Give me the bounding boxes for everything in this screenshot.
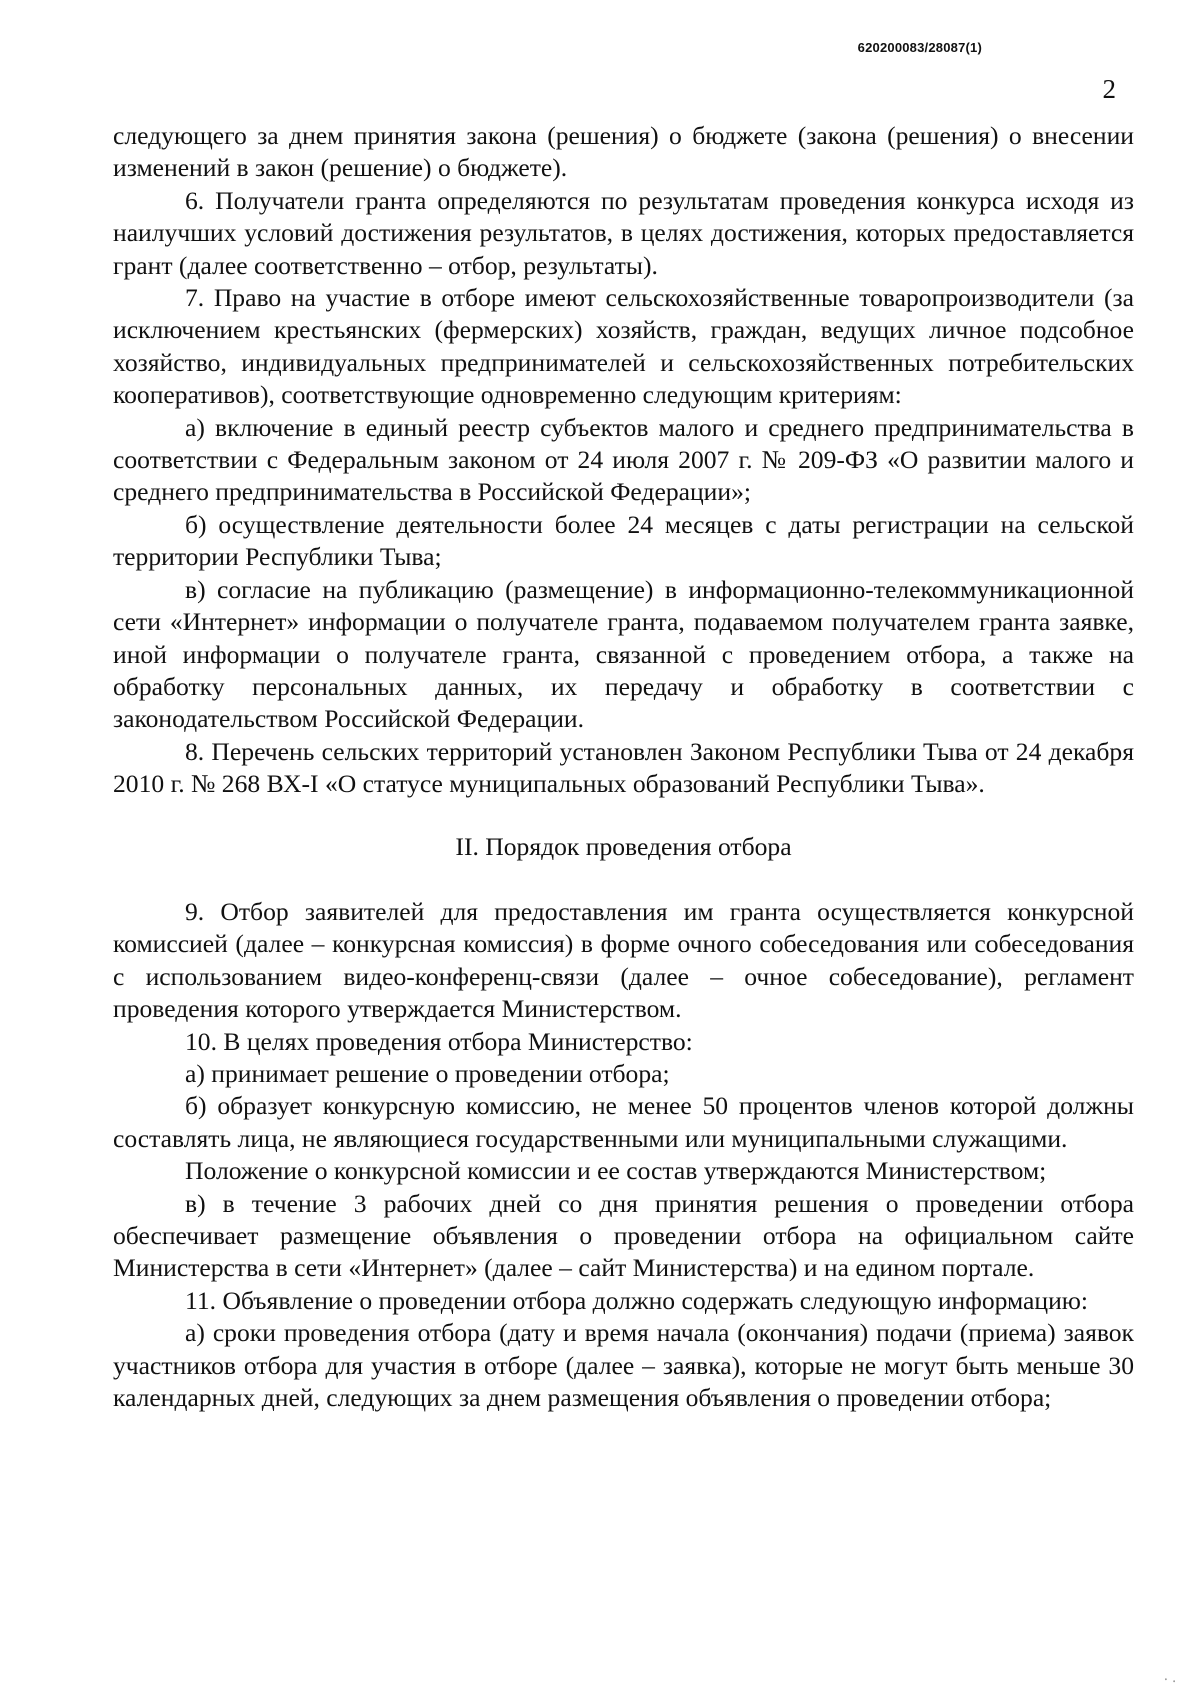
document-body: [113, 120, 1134, 1414]
paragraph: следующего за днем принятия закона (решения) о бюджете (закона (решения) о внесении изменений в закон (решение) о бюджете).: [113, 121, 1134, 183]
scan-artifact-icon: ⸱ ⸳: [1164, 1672, 1176, 1688]
paragraph: в) в течение 3 рабочих дней со дня принятия решения о проведении отбора обеспечивает размещение объявления о проведении отбора на официальном сайте Министерства в сети «Интернет» (далее – сайт Министерства) и на едином портале.: [113, 1188, 1134, 1283]
paragraph: б) осуществление деятельности более 24 месяцев с даты регистрации на сельской территории Республики Тыва;: [113, 509, 1134, 572]
paragraph: в) согласие на публикацию (размещение) в информационно-телекоммуникационной сети «Интернет» информации о получателе гранта, подаваемом получателем гранта заявке, иной информации о получателе гранта, связанной с проведением отбора, а также на обработку персональных данных, их передачу и обработку в соответствии с законодательством Российской Федерации.: [113, 574, 1134, 734]
paragraph: 10. В целях проведения отбора Министерство:: [185, 1026, 693, 1056]
paragraph: а) сроки проведения отбора (дату и время начала (окончания) подачи (приема) заявок участников отбора для участия в отборе (далее – заявка), которые не могут быть меньше 30 календарных дней, следующих за днем размещения объявления о проведении отбора;: [113, 1318, 1134, 1413]
paragraph: а) включение в единый реестр субъектов малого и среднего предпринимательства в соответствии с Федеральным законом от 24 июля 2007 г. № 209-ФЗ «О развитии малого и среднего предпринимательства в Российской Федерации»;: [113, 412, 1134, 507]
paragraph: 9. Отбор заявителей для предоставления им гранта осуществляется конкурсной комиссией (далее – конкурсная комиссия) в форме очного собеседования или собеседования с использованием видео-конференц-связи (далее – очное собеседование), регламент проведения которого утверждается Министерством.: [113, 896, 1134, 1024]
paragraph: 11. Объявление о проведении отбора должно содержать следующую информацию:: [185, 1285, 1089, 1315]
page-number: 2: [1102, 74, 1116, 104]
document-id: 620200083/28087(1): [857, 40, 982, 55]
section-heading: II. Порядок проведения отбора: [455, 831, 792, 861]
paragraph: 8. Перечень сельских территорий установлен Законом Республики Тыва от 24 декабря 2010 г. № 268 ВХ-I «О статусе муниципальных образований Республики Тыва».: [113, 736, 1134, 799]
paragraph: а) принимает решение о проведении отбора;: [185, 1058, 670, 1088]
paragraph: 6. Получатели гранта определяются по результатам проведения конкурса исходя из наилучших условий достижения результатов, в целях достижения, которых предоставляется грант (далее соответственно – отбор, результаты).: [113, 185, 1134, 280]
paragraph: Положение о конкурсной комиссии и ее состав утверждаются Министерством;: [185, 1156, 1047, 1186]
paragraph: б) образует конкурсную комиссию, не менее 50 процентов членов которой должны составлять лица, не являющиеся государственными или муниципальными служащими.: [113, 1091, 1134, 1153]
paragraph: 7. Право на участие в отборе имеют сельскохозяйственные товаропроизводители (за исключением крестьянских (фермерских) хозяйств, граждан, ведущих личное подсобное хозяйство, индивидуальных предпринимателей и сельскохозяйственных потребительских кооперативов), соответствующие одновременно следующим критериям:: [113, 283, 1134, 410]
